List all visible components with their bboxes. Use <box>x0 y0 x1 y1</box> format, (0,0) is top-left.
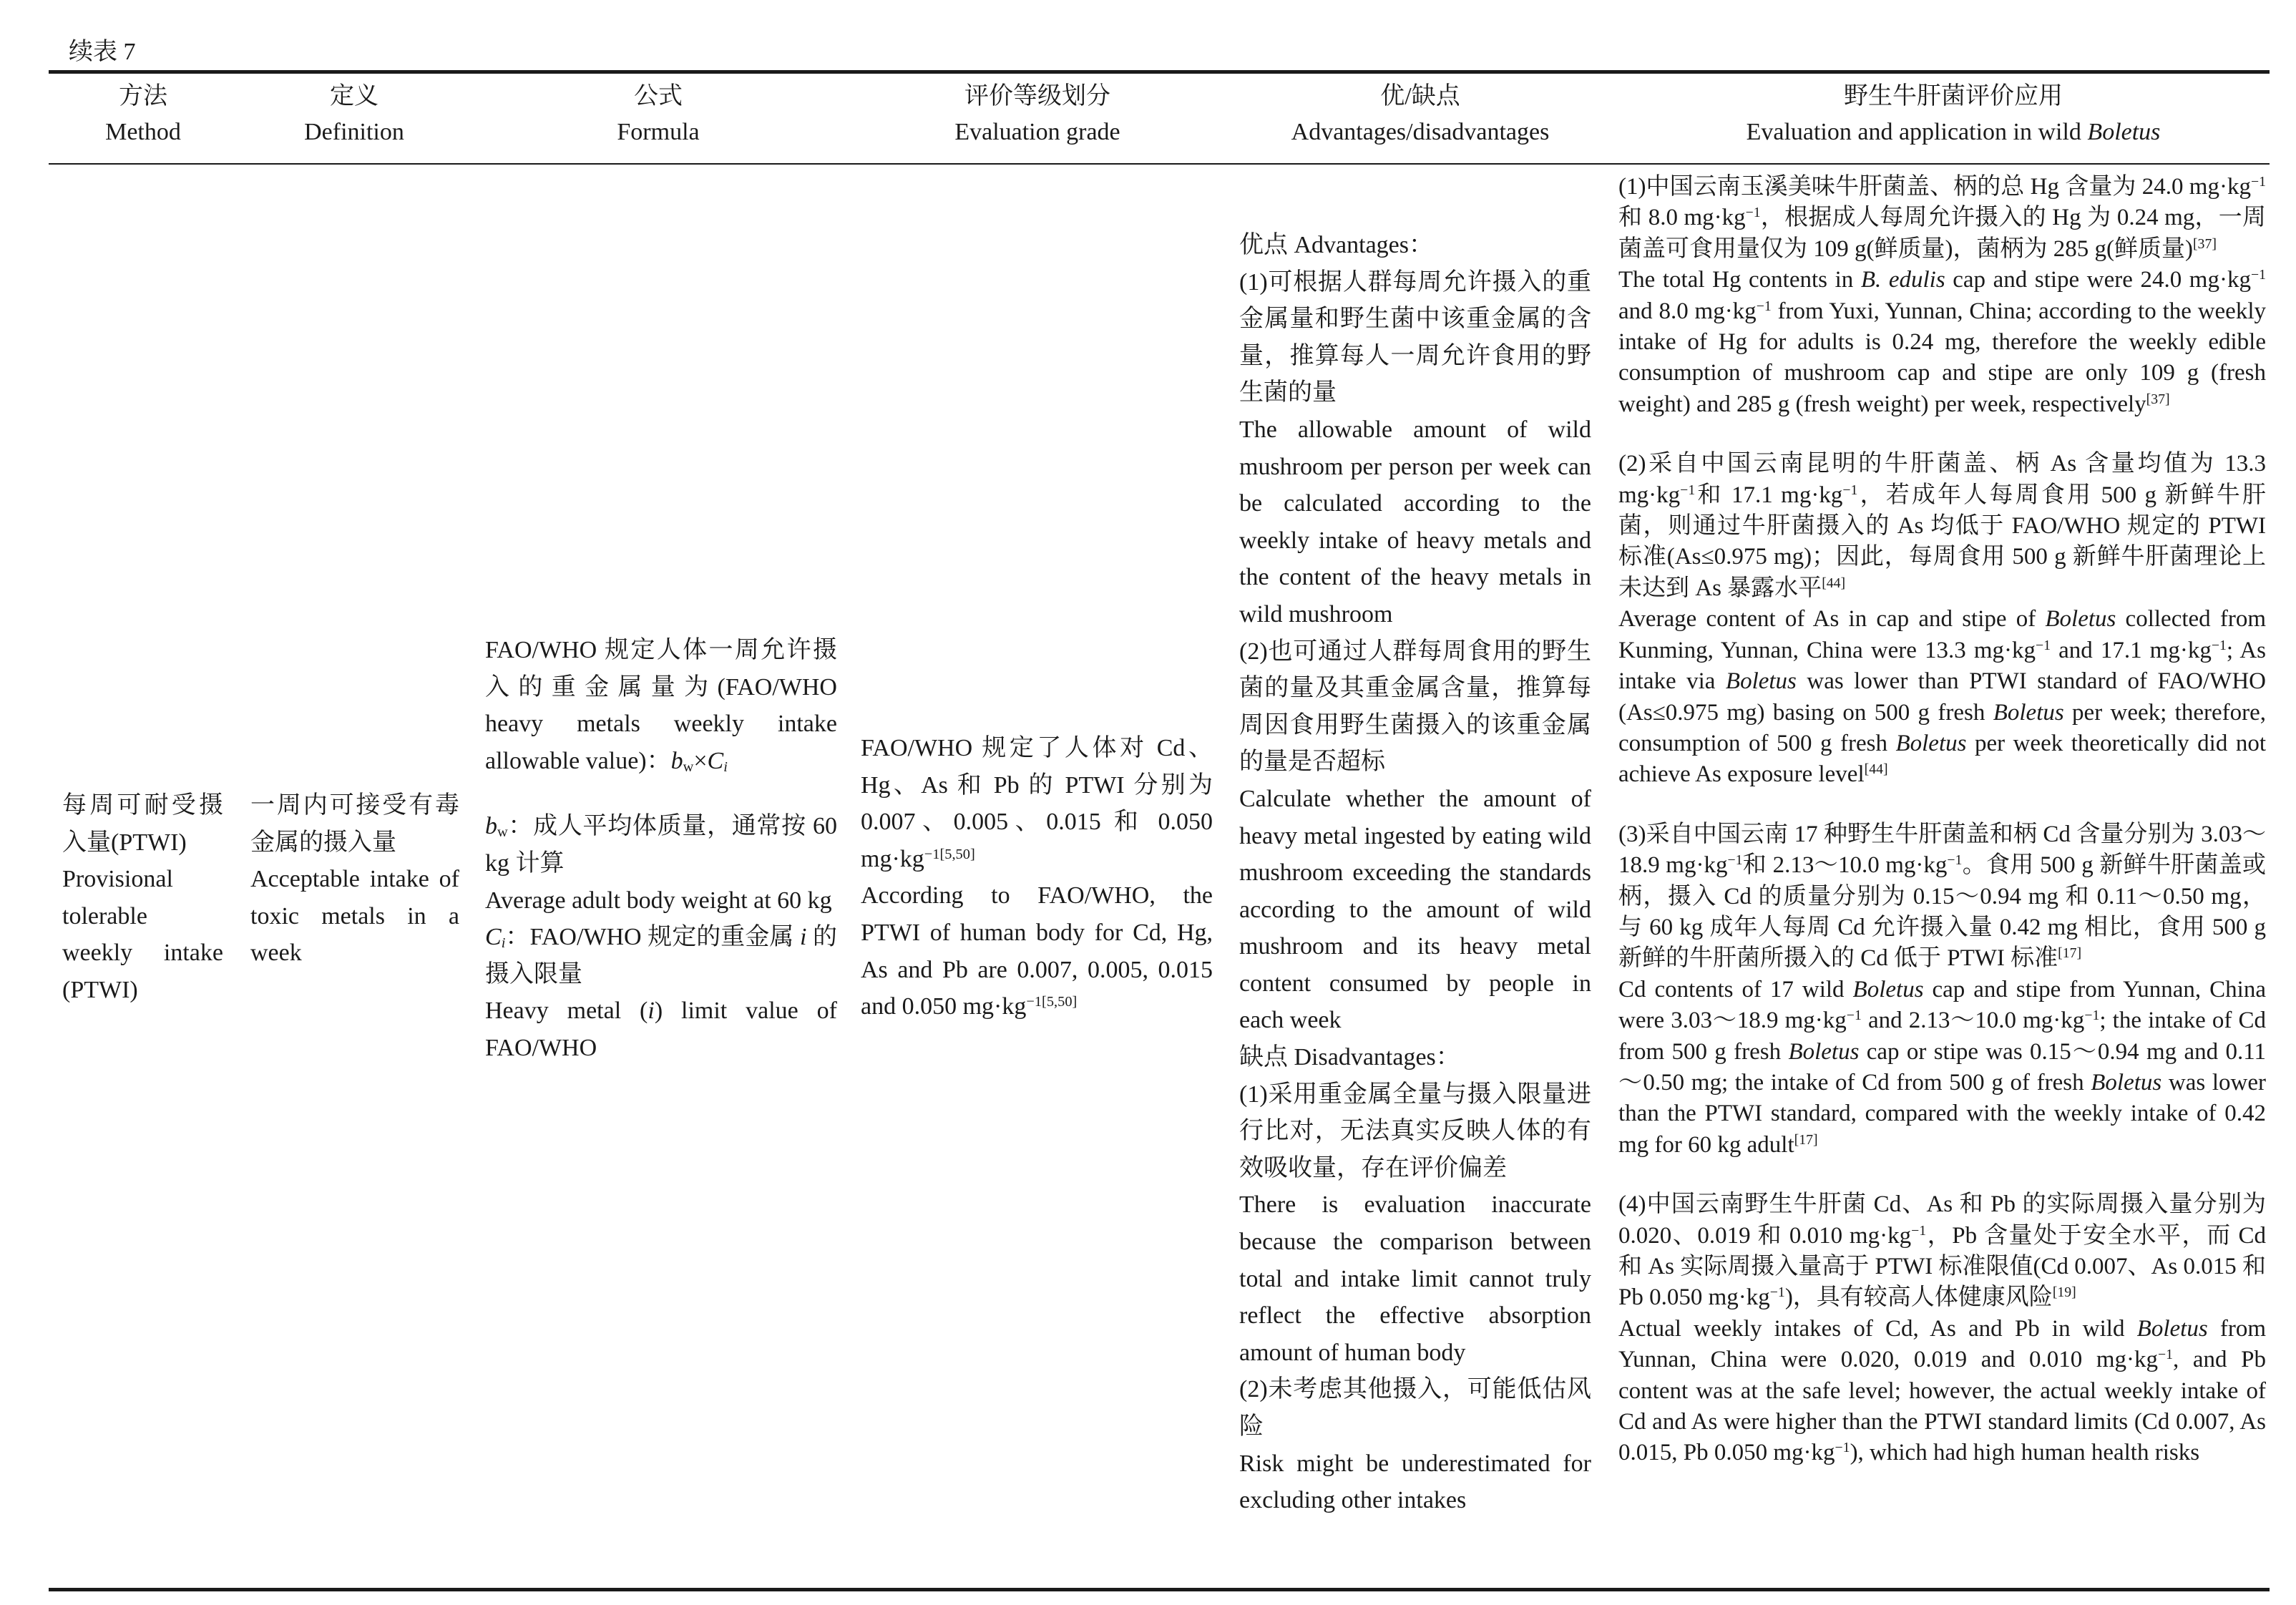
app2-en-6: per week; therefore, consumption of 500 g fresh <box>1618 699 2266 756</box>
app3-en <box>1618 975 2266 1161</box>
app2-en-7: per week theoretically did not achieve As exposure level <box>1618 730 2266 788</box>
adv2-en: Calculate whether the amount of heavy metal ingested by eating wild mushroom exceeding the standards according to the amount of wild mushroom and its heavy metal content consumed by people in each week <box>1239 785 1591 1034</box>
app4-en-4: ), which had high human health risks <box>1850 1440 2200 1466</box>
adv2-zh: (2)也可通过人群每周食用的野生菌的量及其重金属含量，推算每周因食用野生菌摄入的该重金属的量是否超标 <box>1239 638 1591 776</box>
app4-en-s1: −1 <box>2158 1347 2174 1363</box>
formula-ci-en-a: Heavy metal ( <box>485 997 648 1025</box>
app4-en <box>1618 1314 2266 1469</box>
app2-zh-s1: −1 <box>1680 482 1696 498</box>
grade-zh-text: FAO/WHO 规定了人体对 Cd、Hg、As 和 Pb 的 PTWI 分别为 0.007、0.005、0.015 和 0.050 mg·kg <box>861 735 1213 872</box>
app1-zh-3: ，根据成人每周允许摄入的 Hg 为 0.24 mg，一周菌盖可食用量仅为 109 g(鲜质量)，菌柄为 285 g(鲜质量) <box>1618 205 2266 262</box>
formula-expr-c-sub <box>723 759 728 775</box>
adv1-en: The allowable amount of wild mushroom per person per week can be calculated according to the weekly intake of heavy metals and the content of the heavy metals in wild mushroom <box>1239 416 1591 628</box>
header-grade-zh: 评价等级划分 <box>964 83 1110 109</box>
app3-zh-2: 和 2.13～10.0 mg·kg <box>1742 852 1948 879</box>
app4-en-s2: −1 <box>1835 1440 1850 1456</box>
header-formula-en: Formula <box>617 119 700 145</box>
app4-en-1: Actual weekly intakes of Cd, As and Pb in wild <box>1618 1315 2137 1342</box>
app2-zh-s2: −1 <box>1842 482 1858 498</box>
app2-zh <box>1618 449 2266 604</box>
app1-en-2: cap and stipe were 24.0 mg·kg <box>1945 267 2251 293</box>
app2-en-italic-1: Boletus <box>2045 606 2116 633</box>
cell-formula <box>485 632 837 1067</box>
app3-en-4: ; the intake of Cd from 500 g fresh <box>1618 1008 2266 1065</box>
dis-title: 缺点 Disadvantages： <box>1239 1044 1460 1071</box>
app1-en-1: The total Hg contents in <box>1618 267 1861 293</box>
app-gap-3 <box>1618 1161 2266 1189</box>
app4-zh-s1: −1 <box>1911 1222 1927 1239</box>
dis2-zh: (2)未考虑其他摄入，可能低估风险 <box>1239 1376 1591 1440</box>
app2-en-italic-3: Boletus <box>1993 699 2064 726</box>
formula-ci-symbol: C <box>485 924 502 951</box>
table-header-rule <box>49 163 2270 165</box>
app2-zh-ref: [44] <box>1822 575 1846 591</box>
formula-bw-en: Average adult body weight at 60 kg <box>485 887 832 914</box>
header-advantages <box>1249 79 1592 150</box>
app3-en-3: and 2.13～10.0 mg·kg <box>1861 1008 2085 1034</box>
table-caption: 续表 7 <box>69 39 136 65</box>
app3-zh-s1: −1 <box>1727 852 1743 869</box>
method-zh: 每周可耐受摄入量(PTWI) <box>62 792 223 856</box>
grade-en <box>861 877 1213 1025</box>
app1-en-ref: [37] <box>2146 391 2170 407</box>
formula-ci-zh-b: 的摄入限量 <box>485 924 838 987</box>
app4-zh-ref: [19] <box>2052 1284 2076 1301</box>
formula-expr-c-sub-i: i <box>723 758 728 775</box>
table-top-rule <box>49 70 2270 74</box>
app2-en-5: was lower than PTWI standard of FAO/WHO (As≤0.975 mg) basing on 500 g fresh <box>1618 668 2266 726</box>
header-application <box>1646 79 2261 150</box>
app3-zh-s2: −1 <box>1947 852 1963 869</box>
app2-zh-3: ，若成年人每周食用 500 g 新鲜牛肝菌，则通过牛肝菌摄入的 As 均低于 FAO/WHO 规定的 PTWI 标准(As≤0.975 mg)；因此，每周食用 500 g 新鲜牛肝菌理论上未达到 As 暴露水平 <box>1618 482 2266 601</box>
method-en: Provisional tolerable weekly intake (PTWI) <box>62 866 223 1003</box>
formula-ci-zh-i: i <box>800 924 807 951</box>
grade-en-text: According to FAO/WHO, the PTWI of human body for Cd, Hg, As and Pb are 0.007, 0.005, 0.015 and 0.050 mg·kg <box>861 882 1213 1020</box>
app2-en-italic-4: Boletus <box>1895 730 1967 756</box>
cell-definition <box>250 787 459 972</box>
app2-zh-1: (2)采自中国云南昆明的牛肝菌盖、柄 As 含量均值为 13.3 mg·kg <box>1618 451 2266 508</box>
app3-en-6: was lower than the PTWI standard, compared with the weekly intake of 0.42 mg for 60 kg adult <box>1618 1069 2266 1158</box>
app1-zh-s1: −1 <box>2250 174 2266 190</box>
formula-expr-b-sub: w <box>683 758 694 775</box>
app2-en-2: collected from Kunming, Yunnan, China were 13.3 mg·kg <box>1618 606 2266 663</box>
table-bottom-rule <box>49 1588 2270 1591</box>
header-formula <box>558 79 758 150</box>
app4-en-2: from Yunnan, China were 0.020, 0.019 and 0.010 mg·kg <box>1618 1315 2267 1373</box>
cell-advantages <box>1239 227 1591 1519</box>
app2-en-1: Average content of As in cap and stipe of <box>1618 606 2046 633</box>
app3-zh <box>1618 819 2266 975</box>
app4-en-italic: Boletus <box>2136 1315 2208 1342</box>
app1-en-3: and 8.0 mg·kg <box>1618 298 1757 324</box>
app3-en-italic-1: Boletus <box>1852 976 1924 1002</box>
app3-en-2: cap and stipe from Yunnan, China were 3.03～18.9 mg·kg <box>1618 976 2266 1034</box>
app2-en-s2: −1 <box>2211 637 2227 653</box>
formula-ci-en-i: i <box>648 997 655 1025</box>
formula-intro-text: FAO/WHO 规定人体一周允许摄入的重金属量为(FAO/WHO heavy metals weekly intake allowable value)： <box>485 637 837 774</box>
app3-zh-3: 。食用 500 g 新鲜牛肝菌盖或柄，摄入 Cd 的质量分别为 0.15～0.94 mg 和 0.11～0.50 mg，与 60 kg 成年人每周 Cd 允许摄入量 0.42 mg 相比，食用 500 g 新鲜的牛肝菌所摄入的 Cd 低于 PTWI 标准 <box>1618 852 2266 972</box>
formula-expr-times: × <box>693 747 708 774</box>
formula-ci-en <box>485 992 837 1066</box>
app1-zh-2: 和 8.0 mg·kg <box>1618 205 1746 231</box>
header-advantages-en: Advantages/disadvantages <box>1291 119 1550 145</box>
app1-en-s1: −1 <box>2250 267 2267 283</box>
dis2-en: Risk might be underestimated for excluding other intakes <box>1239 1450 1591 1514</box>
app2-en <box>1618 604 2266 790</box>
formula-bw-symbol: b <box>485 813 497 840</box>
app2-en-s1: −1 <box>2036 637 2051 653</box>
grade-zh-sup: −1[5,50] <box>924 846 975 862</box>
app1-zh-s2: −1 <box>1745 205 1761 221</box>
cell-method <box>62 787 223 1009</box>
formula-bw-zh-text: ：成人平均体质量，通常按 60 kg 计算 <box>485 813 837 877</box>
grade-en-sup: −1[5,50] <box>1026 993 1078 1010</box>
app2-en-4: ; As intake via <box>1618 637 2266 695</box>
formula-ci-zh <box>485 919 837 992</box>
dis1-en: There is evaluation inaccurate because the comparison between total and intake limit cannot truly reflect the effective absorption amount of human body <box>1239 1191 1591 1366</box>
app1-zh <box>1618 172 2266 265</box>
header-definition <box>283 79 426 150</box>
formula-ci-zh-a: ：FAO/WHO 规定的重金属 <box>505 924 800 951</box>
app3-zh-ref: [17] <box>2058 945 2082 962</box>
header-application-zh: 野生牛肝菌评价应用 <box>1844 83 2063 109</box>
dis1-zh: (1)采用重金属全量与摄入限量进行比对，无法真实反映人体的有效吸收量，存在评价偏差 <box>1239 1080 1591 1181</box>
formula-ci-en-b: ) limit value of FAO/WHO <box>485 997 837 1061</box>
app3-en-s1: −1 <box>1846 1008 1862 1024</box>
header-method-zh: 方法 <box>119 83 167 109</box>
header-grade-en: Evaluation grade <box>954 119 1120 145</box>
header-grade <box>894 79 1181 150</box>
cell-grade <box>861 730 1213 1025</box>
formula-expr-c: C <box>707 747 724 774</box>
grade-zh <box>861 730 1213 877</box>
definition-zh: 一周内可接受有毒金属的摄入量 <box>250 792 459 856</box>
header-method-en: Method <box>105 119 181 145</box>
app3-en-ref: [17] <box>1794 1131 1818 1148</box>
header-method <box>72 79 215 150</box>
header-application-en-text: Evaluation and application in wild <box>1746 119 2088 145</box>
app3-en-italic-3: Boletus <box>2091 1069 2162 1096</box>
formula-bw-sub: w <box>497 824 508 841</box>
app3-en-5: cap or stipe was 0.15～0.94 mg and 0.11～0.50 mg; the intake of Cd from 500 g of fresh <box>1618 1038 2266 1096</box>
app2-zh-2: 和 17.1 mg·kg <box>1695 482 1843 508</box>
formula-bw-zh <box>485 808 837 882</box>
cell-application <box>1618 172 2266 1469</box>
header-definition-zh: 定义 <box>330 83 378 109</box>
app-gap-2 <box>1618 791 2266 819</box>
app3-en-s2: −1 <box>2084 1008 2100 1024</box>
app3-en-1: Cd contents of 17 wild <box>1618 976 1853 1002</box>
app1-en <box>1618 265 2266 420</box>
header-formula-zh: 公式 <box>634 83 683 109</box>
definition-en: Acceptable intake of toxic metals in a week <box>250 866 459 967</box>
app1-zh-ref: [37] <box>2192 235 2217 252</box>
app3-zh-1: (3)采自中国云南 17 种野生牛肝菌盖和柄 Cd 含量分别为 3.03～18.9 mg·kg <box>1618 821 2266 879</box>
adv1-zh: (1)可根据人群每周允许摄入的重金属量和野生菌中该重金属的含量，推算每人一周允许食用的野生菌的量 <box>1239 268 1591 406</box>
formula-intro <box>485 632 837 779</box>
app4-zh-s2: −1 <box>1769 1284 1785 1301</box>
app1-en-italic: B. edulis <box>1860 267 1945 293</box>
app2-en-italic-2: Boletus <box>1725 668 1797 695</box>
app4-zh-3: )，具有较高人体健康风险 <box>1784 1284 2053 1311</box>
adv-title: 优点 Advantages： <box>1239 232 1434 258</box>
app4-zh-2: ，Pb 含量处于安全水平，而 Cd 和 As 实际周摄入量高于 PTWI 标准限值(Cd 0.007、As 0.015 和 Pb 0.050 mg·kg <box>1618 1222 2266 1311</box>
app2-en-3: and 17.1 mg·kg <box>2051 637 2212 663</box>
app1-zh-1: (1)中国云南玉溪美味牛肝菌盖、柄的总 Hg 含量为 24.0 mg·kg <box>1618 174 2251 200</box>
app4-zh <box>1618 1189 2266 1314</box>
header-application-en <box>1646 114 2261 150</box>
formula-expr-b: b <box>670 747 683 774</box>
app3-en-italic-2: Boletus <box>1788 1038 1860 1065</box>
app-gap-1 <box>1618 420 2266 449</box>
formula-ci-sub-i: i <box>501 935 506 952</box>
header-application-en-italic: Boletus <box>2087 119 2161 145</box>
app4-zh-1: (4)中国云南野生牛肝菌 Cd、As 和 Pb 的实际周摄入量分别为 0.020、0.019 和 0.010 mg·kg <box>1618 1191 2266 1249</box>
app2-en-ref: [44] <box>1864 761 1888 778</box>
header-definition-en: Definition <box>304 119 404 145</box>
app1-en-4: from Yuxi, Yunnan, China; according to the weekly intake of Hg for adults is 0.24 mg, therefore the weekly edible consumption of mushroom cap and stipe are only 109 g (fresh weight) and 285 g (fresh weight) per week, respectively <box>1618 298 2266 417</box>
formula-gap <box>485 779 837 808</box>
header-advantages-zh: 优/缺点 <box>1380 83 1460 109</box>
app1-en-s2: −1 <box>1756 298 1772 314</box>
app4-en-3: , and Pb content was at the safe level; however, the actual weekly intake of Cd and As were higher than the PTWI standard limits (Cd 0.007, As 0.015, Pb 0.050 mg·kg <box>1618 1347 2266 1466</box>
